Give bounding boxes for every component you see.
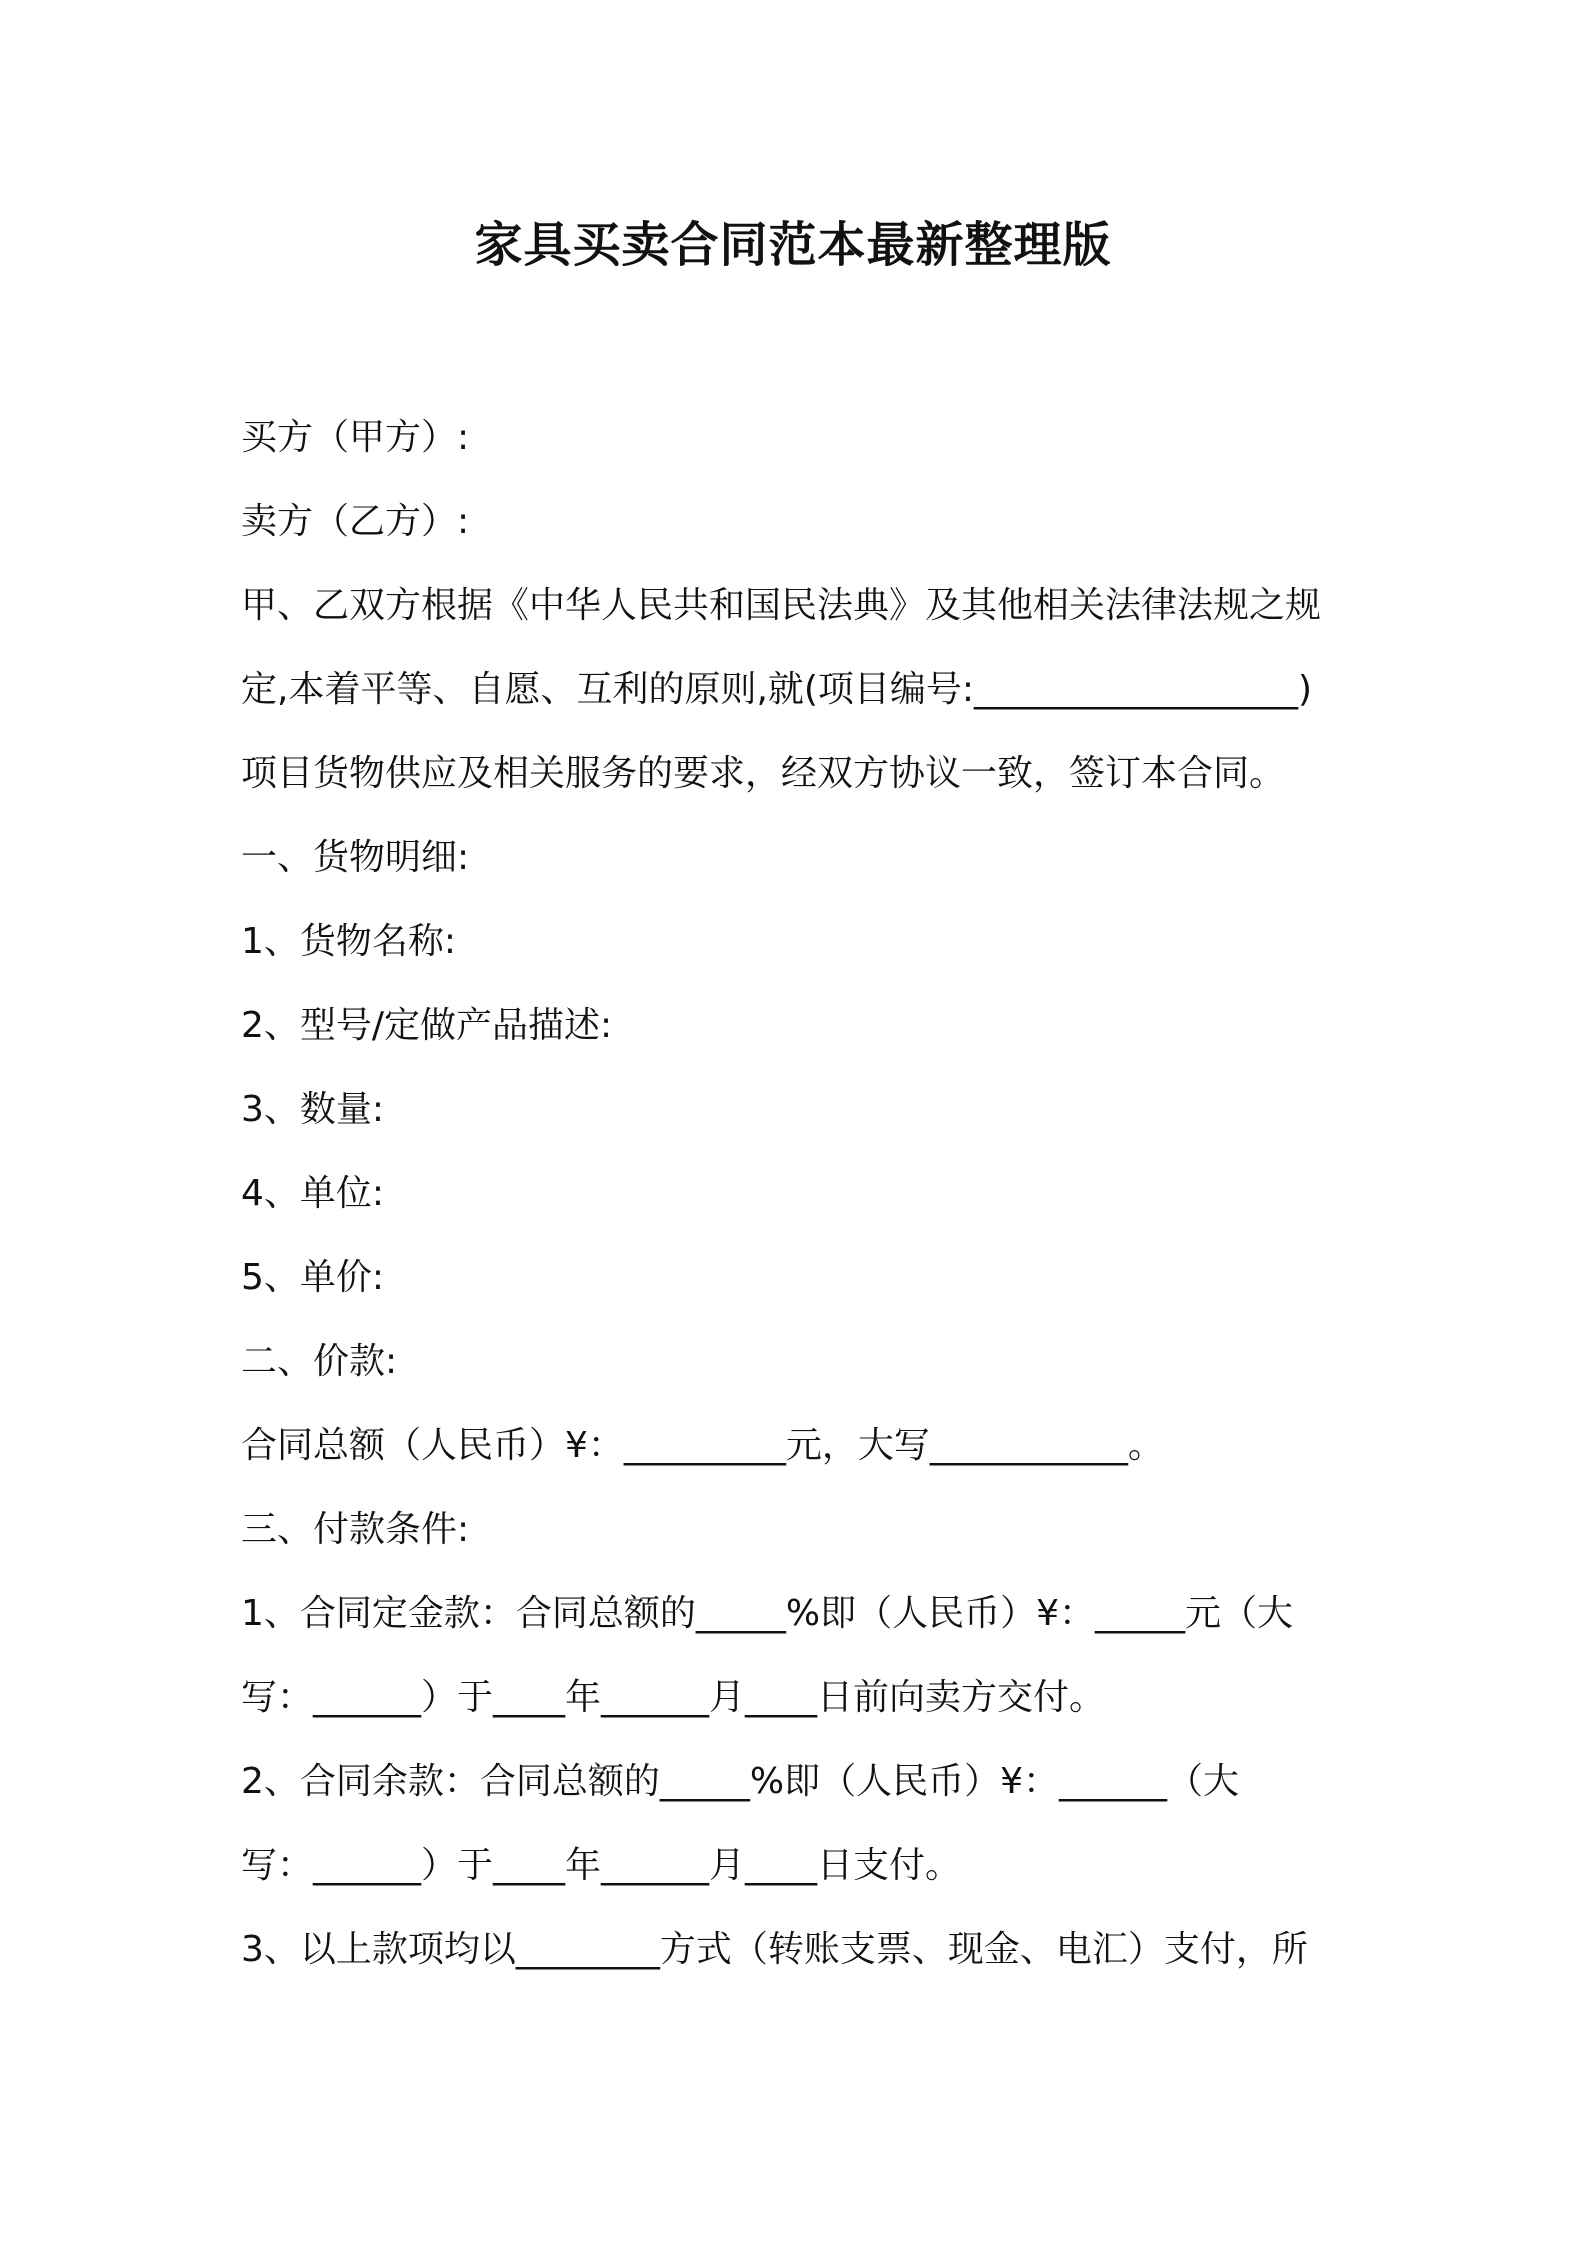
preamble-line-2: 定,本着平等、自愿、互利的原则,就(项目编号:__________________) xyxy=(241,669,1313,710)
goods-quantity-line: 3、数量: xyxy=(241,1089,385,1130)
balance-line-2: 写：______）于____年______月____日支付。 xyxy=(241,1845,962,1886)
payment-method-line: 3、以上款项均以________方式（转账支票、现金、电汇）支付，所 xyxy=(241,1929,1308,1970)
seller-line: 卖方（乙方）: xyxy=(241,501,470,542)
goods-unit-line: 4、单位: xyxy=(241,1173,385,1214)
deposit-line-1: 1、合同定金款：合同总额的_____%即（人民币）¥：_____元（大 xyxy=(241,1593,1294,1634)
section-1-heading: 一、货物明细: xyxy=(241,837,470,878)
goods-model-line: 2、型号/定做产品描述: xyxy=(241,1005,613,1046)
preamble-line-3: 项目货物供应及相关服务的要求，经双方协议一致，签订本合同。 xyxy=(241,753,1286,794)
buyer-line: 买方（甲方）: xyxy=(241,417,470,458)
preamble-line-1: 甲、乙双方根据《中华人民共和国民法典》及其他相关法律法规之规 xyxy=(241,585,1322,626)
contract-body xyxy=(241,396,1361,1992)
document-title: 家具买卖合同范本最新整理版 xyxy=(474,217,1112,273)
deposit-line-2: 写：______）于____年______月____日前向卖方交付。 xyxy=(241,1677,1106,1718)
balance-line-1: 2、合同余款：合同总额的_____%即（人民币）¥：______（大 xyxy=(241,1761,1240,1802)
goods-price-line: 5、单价: xyxy=(241,1257,385,1298)
section-2-heading: 二、价款: xyxy=(241,1341,398,1382)
total-amount-line: 合同总额（人民币）¥：_________元，大写___________。 xyxy=(241,1425,1164,1466)
section-3-heading: 三、付款条件: xyxy=(241,1509,470,1550)
goods-name-line: 1、货物名称: xyxy=(241,921,457,962)
